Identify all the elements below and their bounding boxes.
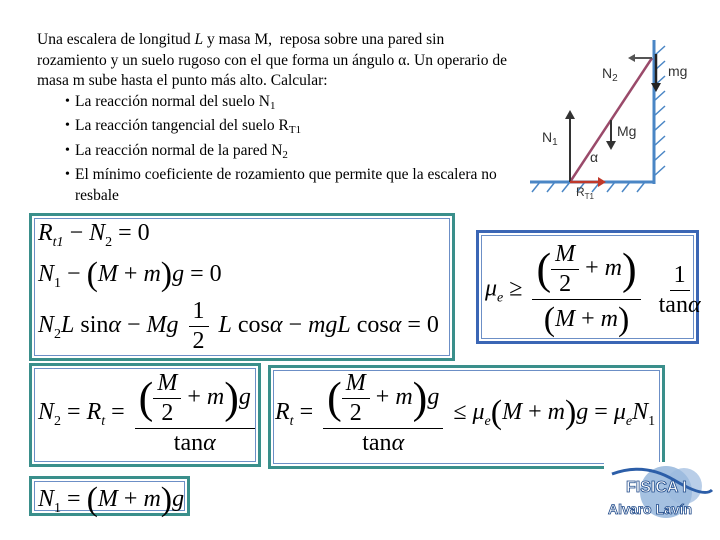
equation-box-rt-inequality [268, 365, 665, 469]
ladder-diagram [520, 36, 700, 201]
eq-rt-inequality: $R_t$ = ( $\frac{M}{2}$ + m)g tanα ≤ $\mu_e(M + m)g = \mu_eN_1$ [275, 370, 656, 456]
question-item-rt1: • La reacción tangencial del suelo $R_{T1}$ [75, 116, 517, 141]
problem-statement [37, 30, 517, 206]
label-rt1: $R_{T1}$ [576, 185, 595, 201]
eq-moments: $N_2L$ sinα − Mg $\frac{1}{2}$ L cosα − mgL cosα = 0 [38, 298, 439, 354]
question-item-n2: • La reacción normal de la pared $N_2$ [75, 141, 517, 166]
fisica-logo [604, 462, 714, 532]
eq-rt1-n2: $R_{t1} - N_2 = 0$ [38, 220, 150, 250]
label-n1: $N_1$ [542, 129, 558, 148]
equation-box-system [29, 213, 455, 361]
equation-box-n1 [29, 476, 190, 516]
equation-box-mu [476, 230, 699, 344]
label-mg: mg [668, 63, 688, 79]
problem-intro: Una escalera de longitud L y masa M, reposa sobre una pared sin rozamiento y un suelo rugoso con el que forma un ángulo α. Un operario de masa m sube hasta el punto más alto. Calcular: [37, 31, 507, 89]
logo-line1: FISICA I [626, 479, 687, 496]
question-item-n1: • La reacción normal del suelo $N_1$ [75, 92, 517, 117]
Mg-arrow-icon [606, 141, 616, 150]
label-Mg: Mg [617, 123, 637, 139]
label-n2: $N_2$ [602, 65, 618, 84]
n2-arrow-icon [628, 54, 635, 62]
eq-n2-rt: $N_2 = R_t$ = ( $\frac{M}{2}$ + m)g tanα [38, 370, 259, 457]
eq-n1-result: $N_1 = (M + m)g$ [38, 481, 185, 518]
equation-box-n2 [29, 363, 261, 467]
eq-n1-balance: $N_1 - (M + m)g = 0$ [38, 256, 222, 293]
logo-line2: Alvaro Lavín [608, 501, 693, 517]
rt1-arrow-icon [598, 177, 606, 187]
label-alpha: α [590, 149, 599, 165]
question-item-mu: • El mínimo coeficiente de rozamiento que permite que la escalera no resbale [75, 165, 517, 206]
n1-arrow-icon [565, 110, 575, 119]
eq-mu-min: $\mu_e$ ≥ ( $\frac{M}{2}$ + m) (M + m) $\frac{1}{\tan\alpha}$ [485, 241, 701, 338]
question-list [37, 92, 517, 207]
